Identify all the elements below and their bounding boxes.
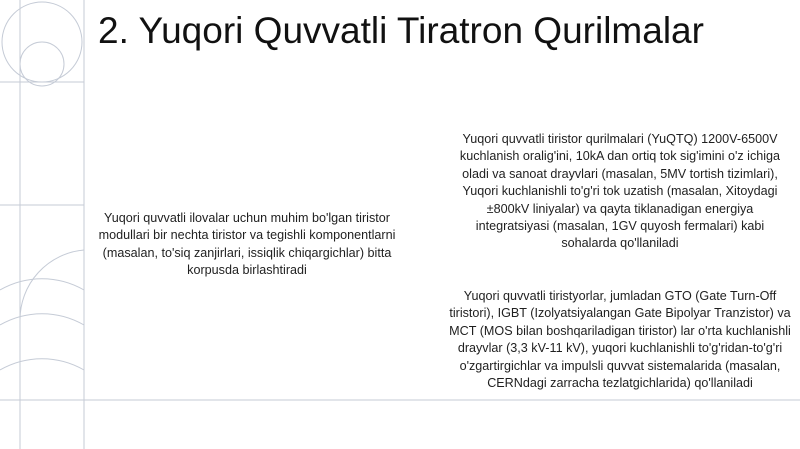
decor-circle-large: [2, 2, 82, 82]
decor-arc-middle: [0, 314, 84, 325]
decor-arc-side: [20, 250, 84, 320]
slide-title: 2. Yuqori Quvvatli Tiratron Qurilmalar: [98, 10, 704, 51]
left-text-block: Yuqori quvvatli ilovalar uchun muhim bo'lgan tiristor modullari bir nechta tiristor va tegishli komponentlarni (masalan, to'siq zanjirlari, issiqlik chiqargichlar) bitta korpusda birlashtiradi: [98, 211, 396, 278]
right-bottom-text-block: Yuqori quvvatli tiristyorlar, jumladan GTO (Gate Turn-Off tiristori), IGBT (Izolyatsiyalangan Gate Bipolyar Tranzistor) va MCT (MOS bilan boshqariladigan tiristor) lar o'rta kuchlanishli drayvlar (3,3 kV-11 kV), yuqori kuchlanishli to'g'ridan-to'g'ri o'zgartirgichlar va impulsli quvvat sistemalarida (masalan, CERNdagi zarracha tezlatgichlarida) qo'llaniladi: [449, 289, 791, 391]
decor-circle-small: [20, 42, 64, 86]
right-top-text-block: Yuqori quvvatli tiristor qurilmalari (YuQTQ) 1200V-6500V kuchlanish oralig'ini, 10kA dan ortiq tok sig'imini o'z ichiga oladi va sanoat drayvlari (masalan, 5MV tortish tizimlari), Yuqori kuchlanishli to'g'ri tok uzatish (masalan, Xitoydagi ±800kV liniyalar) va qayta tiklanadigan energiya integratsiyasi (masalan, 1GV quyosh fermalari) kabi sohalarda qo'llaniladi: [459, 132, 781, 251]
decor-arc-upper: [0, 279, 84, 290]
decor-arc-lower: [0, 359, 84, 370]
